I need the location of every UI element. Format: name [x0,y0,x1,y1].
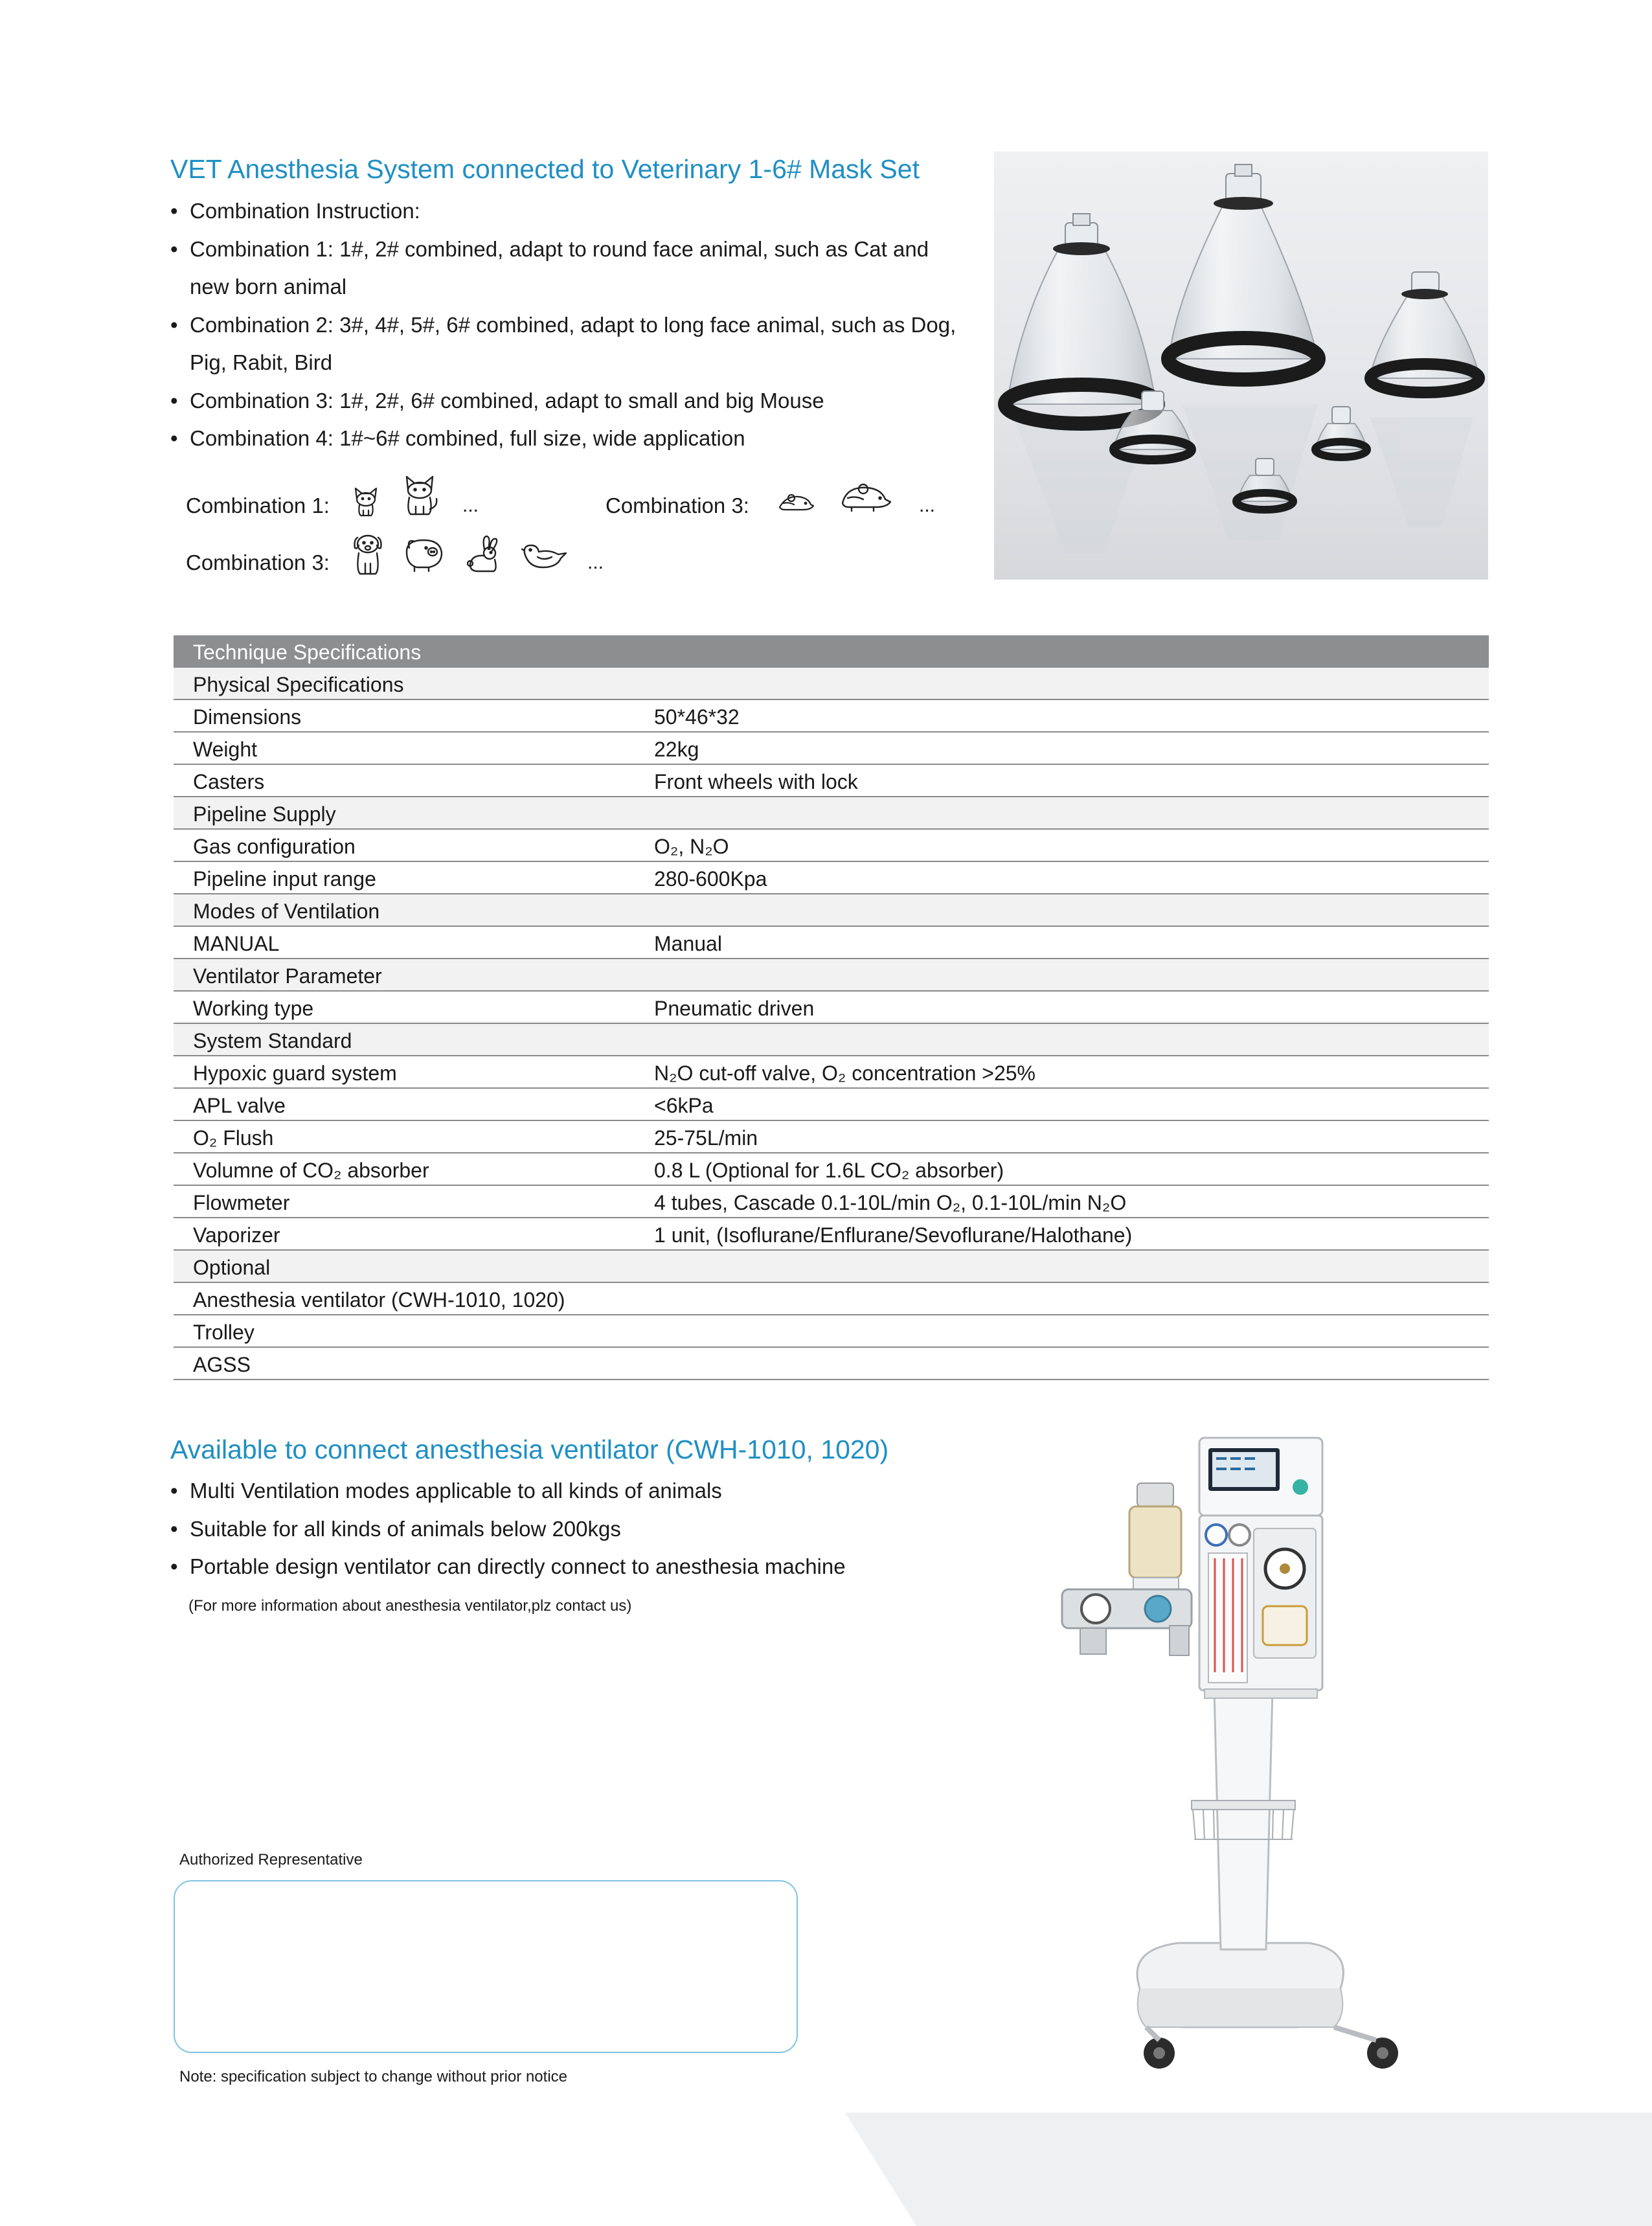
table-row [174,862,1489,894]
table-row [174,1186,1489,1218]
table-header-label: Technique Specifications [193,641,422,664]
spec-label: Physical Specifications [193,673,404,696]
table-section-row [174,797,1489,830]
list-item: • Combination 4: 1#~6# combined, full size, wide application [170,420,956,458]
disclaimer-note: Note: specification subject to change without prior notice [179,2068,568,2085]
spec-label: Dimensions [193,705,302,729]
spec-value: Pneumatic driven [654,997,815,1020]
authorized-representative-label: Authorized Representative [179,1851,363,1868]
table-section-row [174,1024,1489,1056]
spec-label: Hypoxic guard system [193,1062,397,1085]
anesthesia-machine-photo [1049,1431,1412,2079]
spec-value: N₂O cut-off valve, O₂ concentration >25% [654,1062,1035,1085]
ellipsis: ... [462,495,479,516]
spec-label: Weight [193,738,258,761]
spec-value: 4 tubes, Cascade 0.1-10L/min O₂, 0.1-10L/min N₂O [654,1191,1127,1214]
spec-label: Pipeline input range [193,867,376,891]
list-item: • Combination 3: 1#, 2#, 6# combined, adapt to small and big Mouse [170,382,956,420]
spec-label: Flowmeter [193,1191,290,1214]
spec-label: O₂ Flush [193,1126,274,1150]
spec-label: Gas configuration [193,835,356,858]
combination-3-label: Combination 3: [186,551,330,574]
table-section-row [174,959,1489,992]
spec-label: APL valve [193,1094,286,1117]
big-mouse-icon [839,480,893,514]
rabbit-icon [465,534,505,574]
list-item: • Combination Instruction: [170,192,956,231]
table-row [174,765,1489,797]
spec-value: 1 unit, (Isoflurane/Enflurane/Sevoflurane/Halothane) [654,1223,1133,1247]
list-item: new born animal [190,275,347,299]
table-row [174,830,1489,862]
authorized-representative-box [174,1880,798,2053]
ventilator-feature-list [170,1472,846,1586]
spec-value: <6kPa [654,1094,714,1117]
spec-label: Ventilator Parameter [193,964,382,988]
list-item: • Portable design ventilator can directly connect to anesthesia machine [170,1548,846,1586]
spec-label: Working type [193,997,314,1020]
ventilator-title: Available to connect anesthesia ventilator (CWH-1010, 1020) [170,1435,889,1464]
corner-decoration [845,2113,1652,2226]
spec-label: Trolley [193,1321,255,1344]
table-section-row [174,668,1489,700]
table-row [174,927,1489,959]
spec-value: O₂, N₂O [654,835,729,858]
combination-list [170,192,956,458]
mask-set-photo [994,152,1488,580]
table-row [174,1283,1489,1315]
small-mouse-icon [777,490,816,514]
combination-1-label: Combination 1: [186,494,330,517]
table-row [174,1089,1489,1121]
table-row [174,733,1489,765]
spec-table [174,635,1489,1380]
table-row [174,1056,1489,1089]
table-header [174,635,1489,668]
table-section-row [174,1251,1489,1283]
spec-label: Anesthesia ventilator (CWH-1010, 1020) [193,1288,565,1312]
table-row [174,1218,1489,1251]
table-row [174,1348,1489,1380]
table-row [174,1121,1489,1153]
ellipsis: ... [919,495,936,516]
list-item: • Combination 2: 3#, 4#, 5#, 6# combined, adapt to long face animal, such as Dog, [170,306,956,345]
spec-label: Pipeline Supply [193,802,336,826]
spec-value: 280-600Kpa [654,867,767,891]
spec-label: AGSS [193,1353,251,1376]
list-item: Pig, Rabit, Bird [190,350,333,374]
list-item: • Combination 1: 1#, 2# combined, adapt to round face animal, such as Cat and [170,231,956,269]
ellipsis: ... [587,552,604,573]
kitten-icon [350,484,381,518]
spec-label: Modes of Ventilation [193,900,380,923]
pig-icon [403,535,446,573]
spec-label: Optional [193,1256,271,1279]
spec-label: Casters [193,770,265,793]
spec-value: Manual [654,932,722,955]
spec-value: 22kg [654,738,699,761]
bird-icon [521,541,569,571]
more-info-note: (For more information about anesthesia ventilator,plz contact us) [188,1597,632,1615]
table-row [174,700,1489,733]
table-row [174,1153,1489,1186]
spec-value: 25-75L/min [654,1126,758,1150]
table-section-row [174,894,1489,927]
cat-icon [400,473,442,518]
spec-value: 50*46*32 [654,705,740,729]
list-item: • Multi Ventilation modes applicable to all kinds of animals [170,1472,846,1510]
table-row [174,1315,1489,1348]
combination-3-label: Combination 3: [605,494,749,517]
table-row [174,992,1489,1024]
spec-label: System Standard [193,1029,352,1052]
dog-icon [351,532,385,576]
spec-value: 0.8 L (Optional for 1.6L CO₂ absorber) [654,1159,1004,1182]
spec-label: Volumne of CO₂ absorber [193,1159,429,1182]
mask-set-title: VET Anesthesia System connected to Veterinary 1-6# Mask Set [170,154,920,184]
spec-label: Vaporizer [193,1223,280,1247]
list-item: • Suitable for all kinds of animals below 200kgs [170,1510,846,1549]
spec-value: Front wheels with lock [654,770,858,793]
spec-label: MANUAL [193,932,280,955]
